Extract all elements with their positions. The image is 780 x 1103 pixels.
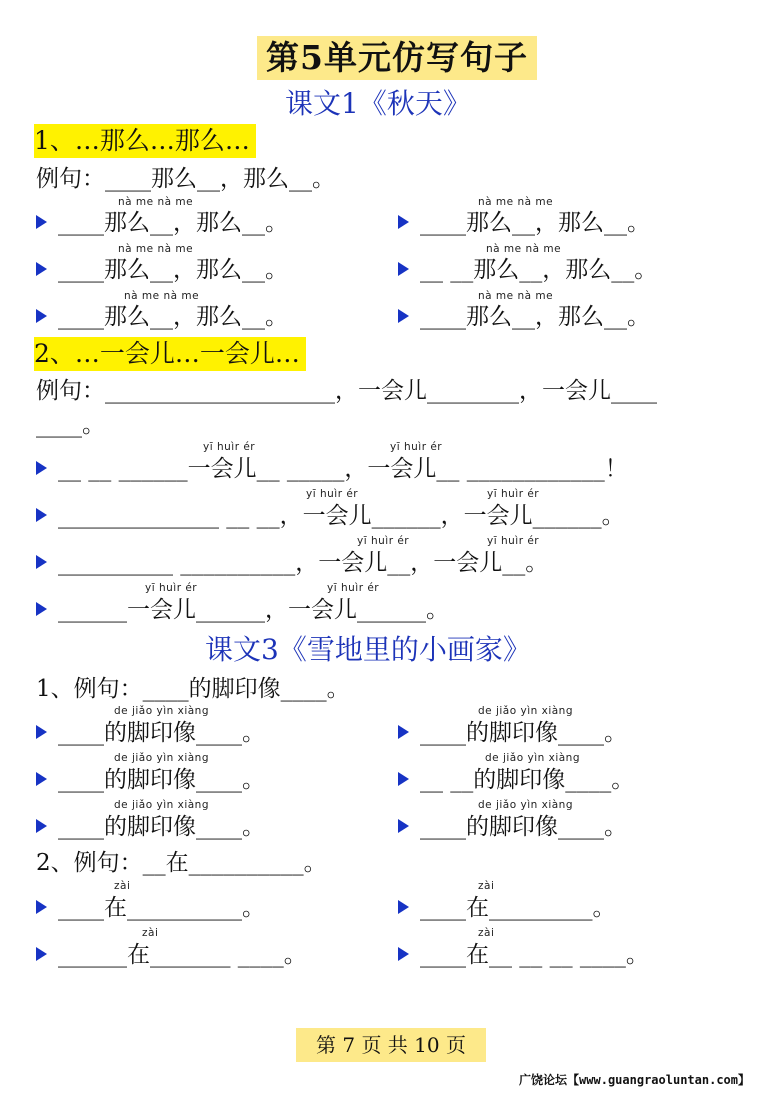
- triangle-right-icon: [36, 900, 47, 914]
- triangle-right-icon: [398, 819, 409, 833]
- triangle-right-icon: [398, 309, 409, 323]
- pinyin-nam: nà me nà me: [124, 290, 200, 302]
- pinyin-dejiaoyinxiang: de jiǎo yìn xiàng: [114, 799, 210, 811]
- pinyin-zai: zài: [142, 927, 159, 939]
- triangle-right-icon: [36, 555, 47, 569]
- pinyin-zai: zài: [478, 927, 495, 939]
- fill-sentence: ____在__________。: [58, 895, 265, 921]
- pinyin-yihuier: yī huìr ér: [487, 488, 540, 500]
- fill-sentence: __ __的脚印像____。: [420, 767, 635, 793]
- fill-sentence: ____那么__，那么__。: [58, 257, 288, 283]
- fill-sentence: ______一会儿______，一会儿______。: [58, 597, 449, 623]
- pinyin-nam: nà me nà me: [478, 290, 554, 302]
- pinyin-yihuier: yī huìr ér: [306, 488, 359, 500]
- fill-sentence: ____在_________。: [420, 895, 616, 921]
- lesson3-heading: 课文3《雪地里的小画家》: [205, 633, 531, 666]
- triangle-right-icon: [36, 215, 47, 229]
- section1-label: 1、…那么…那么…: [34, 124, 256, 158]
- triangle-right-icon: [36, 819, 47, 833]
- fill-sentence: __ __ ______一会儿__ _____，一会儿__ ____________！: [58, 456, 628, 482]
- pinyin-nam: nà me nà me: [118, 243, 194, 255]
- pinyin-dejiaoyinxiang: de jiǎo yìn xiàng: [114, 752, 210, 764]
- fill-sentence: ____的脚印像____。: [420, 720, 627, 746]
- pinyin-dejiaoyinxiang: de jiǎo yìn xiàng: [485, 752, 581, 764]
- triangle-right-icon: [398, 947, 409, 961]
- triangle-right-icon: [36, 947, 47, 961]
- pinyin-zai: zài: [478, 880, 495, 892]
- fill-sentence: ____那么__，那么__。: [420, 210, 650, 236]
- pinyin-nam: nà me nà me: [486, 243, 562, 255]
- triangle-right-icon: [398, 900, 409, 914]
- fill-sentence: ____那么__，那么__。: [58, 304, 288, 330]
- pinyin-yihuier: yī huìr ér: [487, 535, 540, 547]
- section2-label: 2、…一会儿…一会儿…: [34, 337, 306, 371]
- pinyin-dejiaoyinxiang: de jiǎo yìn xiàng: [114, 705, 210, 717]
- triangle-right-icon: [36, 772, 47, 786]
- page-title: 第5单元仿写句子: [257, 36, 537, 80]
- fill-sentence: ____在__ __ __ ____。: [420, 942, 649, 968]
- fill-sentence: ____的脚印像____。: [420, 814, 627, 840]
- fill-sentence: ____的脚印像____。: [58, 767, 265, 793]
- fill-sentence: ____那么__，那么__。: [420, 304, 650, 330]
- lesson1-heading: 课文1《秋天》: [285, 87, 471, 120]
- section2-example-line1: 例句：____________________，一会儿________，一会儿____: [36, 378, 657, 404]
- fill-sentence: ______________ __ __，一会儿______，一会儿______。: [58, 503, 625, 529]
- triangle-right-icon: [398, 262, 409, 276]
- triangle-right-icon: [398, 772, 409, 786]
- fill-sentence: ____的脚印像____。: [58, 720, 265, 746]
- triangle-right-icon: [36, 602, 47, 616]
- pinyin-dejiaoyinxiang: de jiǎo yìn xiàng: [478, 799, 574, 811]
- pinyin-yihuier: yī huìr ér: [390, 441, 443, 453]
- lesson3-section1-example: 1、例句：____的脚印像____。: [36, 676, 350, 702]
- triangle-right-icon: [398, 725, 409, 739]
- site-watermark: 广饶论坛【www.guangraoluntan.com】: [519, 1073, 750, 1087]
- triangle-right-icon: [36, 461, 47, 475]
- pinyin-yihuier: yī huìr ér: [203, 441, 256, 453]
- fill-sentence: __________ __________，一会儿__，一会儿__。: [58, 550, 549, 576]
- fill-sentence: ______在_______ ____。: [58, 942, 307, 968]
- section2-example-line2: ____。: [36, 412, 105, 438]
- fill-sentence: ____的脚印像____。: [58, 814, 265, 840]
- lesson3-section2-example: 2、例句：__在__________。: [36, 850, 327, 876]
- pinyin-yihuier: yī huìr ér: [357, 535, 410, 547]
- pinyin-yihuier: yī huìr ér: [145, 582, 198, 594]
- page-number: 第 7 页 共 10 页: [296, 1028, 486, 1062]
- fill-sentence: __ __那么__，那么__。: [420, 257, 658, 283]
- pinyin-nam: nà me nà me: [118, 196, 194, 208]
- section1-example: 例句：____那么__，那么__。: [36, 166, 335, 192]
- triangle-right-icon: [36, 262, 47, 276]
- triangle-right-icon: [36, 508, 47, 522]
- fill-sentence: ____那么__，那么__。: [58, 210, 288, 236]
- triangle-right-icon: [398, 215, 409, 229]
- pinyin-zai: zài: [114, 880, 131, 892]
- triangle-right-icon: [36, 725, 47, 739]
- pinyin-yihuier: yī huìr ér: [327, 582, 380, 594]
- pinyin-dejiaoyinxiang: de jiǎo yìn xiàng: [478, 705, 574, 717]
- pinyin-nam: nà me nà me: [478, 196, 554, 208]
- triangle-right-icon: [36, 309, 47, 323]
